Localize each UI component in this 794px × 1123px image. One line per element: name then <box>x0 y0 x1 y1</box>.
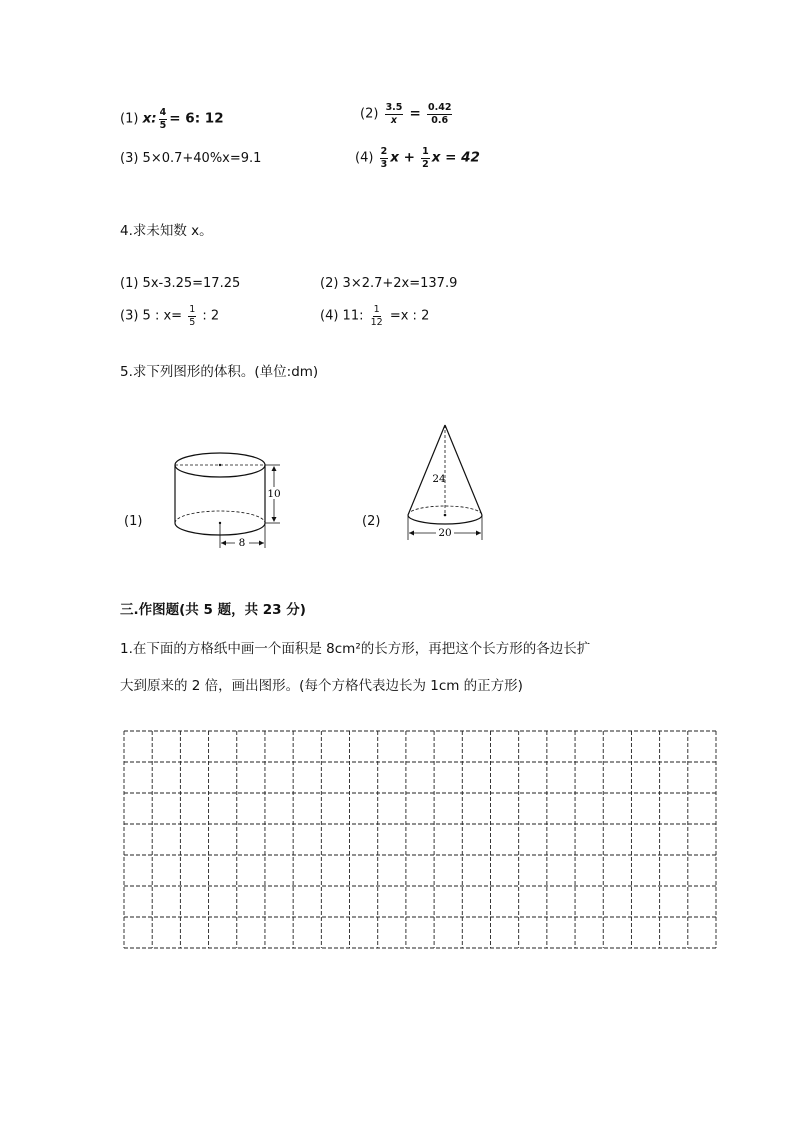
eq-2: (2) $\frac{3.5}{x}$ = $\frac{0.42}{0.6}$ <box>360 102 452 126</box>
eq-3: (3) 5×0.7+40%x=9.1 <box>120 151 262 166</box>
fraction: $\frac{1}{5}$ <box>189 304 196 328</box>
figure-2-label: (2) <box>362 514 381 529</box>
problem-5-title: 5.求下列图形的体积。(单位:dm) <box>120 364 319 380</box>
fraction: $\frac{1}{2}$ <box>422 146 429 170</box>
eq-4: (4) $\frac{2}{3}$ x + $\frac{1}{2}$ x = 42 <box>355 146 480 170</box>
fraction: $\frac{3.5}{x}$ <box>385 102 403 126</box>
cone-diameter-label: 20 <box>438 527 452 539</box>
problem-4-item-2: (2) 3×2.7+2x=137.9 <box>320 276 458 291</box>
cone-figure <box>400 420 490 545</box>
problem-4-title: 4.求未知数 x。 <box>120 223 213 239</box>
fraction: $\frac{0.42}{0.6}$ <box>428 102 452 126</box>
problem-4-item-3: (3) 5 : x= $\frac{1}{5}$ : 2 <box>120 304 220 328</box>
part-3-question-line-1: 1.在下面的方格纸中画一个面积是 8cm²的长方形，再把这个长方形的各边长扩 <box>120 641 591 657</box>
part-3-question-line-2: 大到原来的 2 倍，画出图形。(每个方格代表边长为 1cm 的正方形) <box>120 678 523 694</box>
part-3-heading: 三.作图题(共 5 题，共 23 分) <box>120 602 306 618</box>
cone-height-label: 24 <box>432 473 446 485</box>
fraction: $\frac{4}{5}$ <box>159 107 167 131</box>
fraction: $\frac{1}{12}$ <box>370 304 383 328</box>
eq-1: (1) x: $\frac{4}{5}$ = 6: 12 <box>120 107 224 131</box>
cylinder-height-label: 10 <box>267 488 281 500</box>
grid-paper[interactable] <box>120 728 720 953</box>
problem-4-item-1: (1) 5x-3.25=17.25 <box>120 276 241 291</box>
problem-4-item-4: (4) 11: $\frac{1}{12}$ =x : 2 <box>320 304 430 328</box>
cylinder-radius-label: 8 <box>238 537 246 549</box>
figure-1-label: (1) <box>124 514 143 529</box>
cylinder-figure <box>160 440 290 550</box>
fraction: $\frac{2}{3}$ <box>380 146 388 170</box>
